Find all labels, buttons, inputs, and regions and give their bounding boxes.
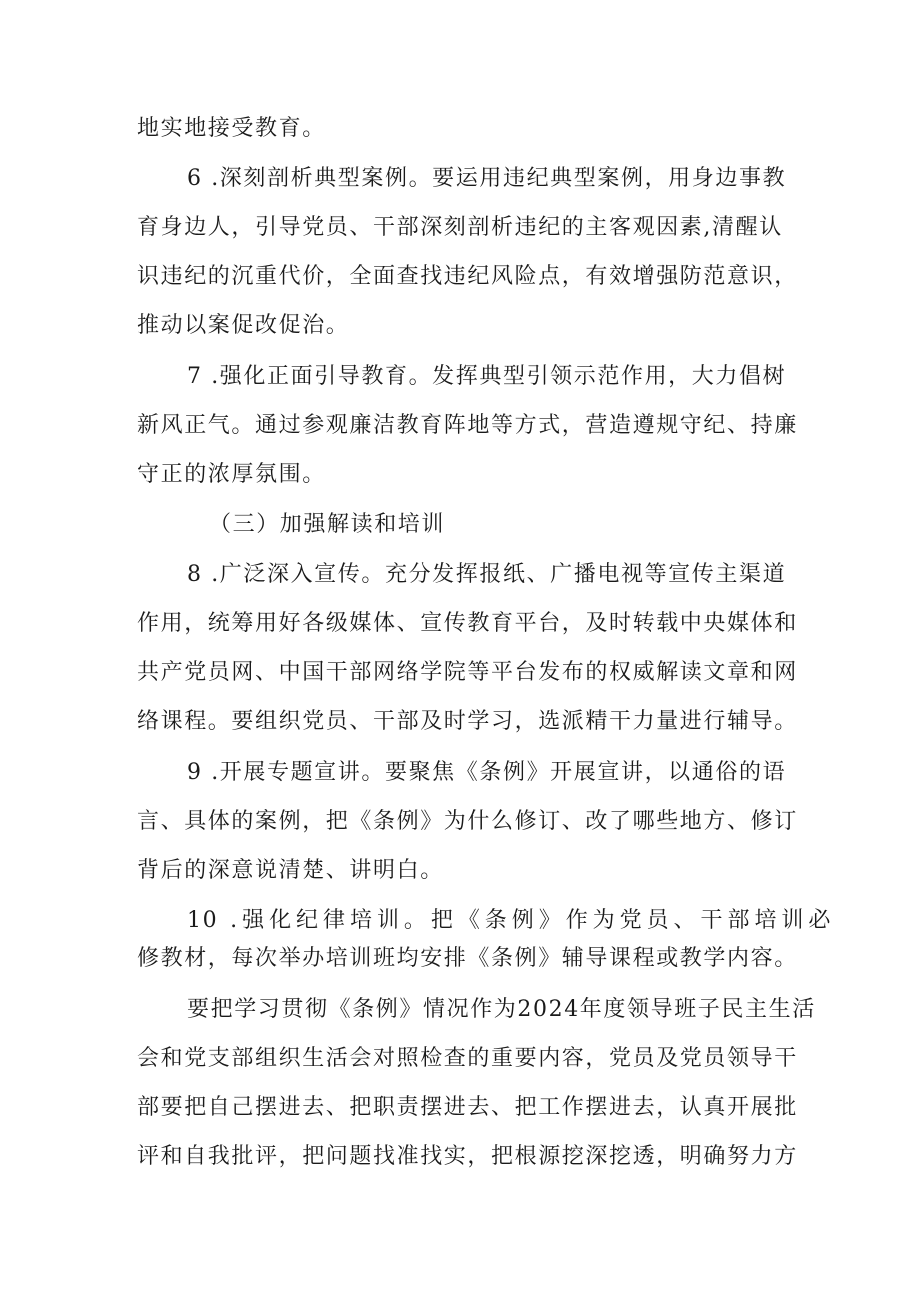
paragraph-line: 作用，统筹用好各级媒体、宣传教育平台，及时转载中央媒体和 [137,611,798,636]
item-6-line: 6 .深刻剖析典型案例。要运用违纪典型案例，用身边事教 [187,166,787,191]
item-7-line: 7 .强化正面引导教育。发挥典型引领示范作用，大力倡树 [187,364,787,389]
paragraph-line: 评和自我批评，把问题找准找实，把根源挖深挖透，明确努力方 [137,1144,798,1169]
closing-paragraph-line: 要把学习贯彻《条例》情况作为2024年度领导班子民主生活 [187,997,816,1022]
paragraph-line: 识违纪的沉重代价，全面查找违纪风险点，有效增强防范意识， [137,264,798,289]
paragraph-line: 会和党支部组织生活会对照检查的重要内容，党员及党员领导干 [137,1046,798,1071]
item-8-line: 8 .广泛深入宣传。充分发挥报纸、广播电视等宣传主渠道 [187,562,787,587]
paragraph-line: 新风正气。通过参观廉洁教育阵地等方式，营造遵规守纪、持廉 [137,413,798,438]
paragraph-line: 修教材，每次举办培训班均安排《条例》辅导课程或教学内容。 [137,946,798,971]
paragraph-line: 共产党员网、中国干部网络学院等平台发布的权威解读文章和网 [137,660,798,685]
paragraph-line: 言、具体的案例，把《条例》为什么修订、改了哪些地方、修订 [137,809,798,834]
paragraph-line: 地实地接受教育。 [137,116,326,141]
paragraph-line: 络课程。要组织党员、干部及时学习，选派精干力量进行辅导。 [137,709,798,734]
paragraph-line: 部要把自己摆进去、把职责摆进去、把工作摆进去，认真开展批 [137,1095,798,1120]
paragraph-line: 育身边人，引导党员、干部深刻剖析违纪的主客观因素,清醒认 [137,215,783,240]
paragraph-line: 守正的浓厚氛围。 [137,462,326,487]
item-10-line: 10 .强化纪律培训。把《条例》作为党员、干部培训必 [187,908,832,933]
paragraph-line: 背后的深意说清楚、讲明白。 [137,858,444,883]
paragraph-line: 推动以案促改促治。 [137,313,350,338]
item-9-line: 9 .开展专题宣讲。要聚焦《条例》开展宣讲，以通俗的语 [187,760,787,785]
section-heading: （三）加强解读和培训 [209,512,446,537]
